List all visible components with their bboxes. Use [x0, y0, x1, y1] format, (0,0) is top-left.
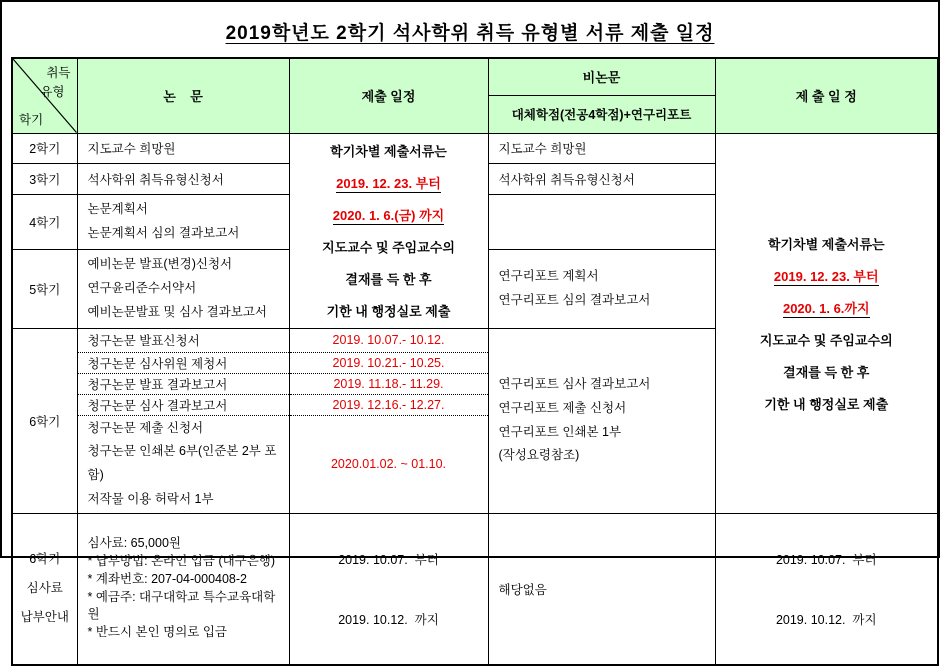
doc-line: 연구리포트 인쇄본 1부 — [498, 424, 622, 439]
header-non-thesis-sub: 대체학점(전공4학점)+연구리포트 — [488, 95, 715, 133]
semester-4-thesis-docs — [77, 194, 289, 249]
fee-schedule-right — [715, 513, 938, 665]
semester-6-doc-1: 청구논문 발표신청서 — [77, 328, 289, 352]
semester-6-doc-3: 청구논문 발표 결과보고서 — [77, 373, 289, 394]
schedule-date-to: 2020. 1. 6.(금) 까지 — [332, 208, 445, 223]
fee-detail-line: * 계좌번호: 207-04-000408-2 — [87, 571, 247, 586]
schedule-date-from: 2019. 12. 23. 부터 — [336, 176, 441, 191]
semester-6-label: 6학기 — [12, 328, 77, 513]
corner-label-type-line2: 유형 — [40, 84, 65, 99]
semester-4-label: 4학기 — [12, 194, 77, 249]
semester-3-nonthesis-doc: 석사학위 취득유형신청서 — [488, 164, 715, 195]
schedule-note-3: 기한 내 행정실로 제출 — [326, 304, 451, 319]
doc-line: (작성요령참조) — [498, 448, 580, 463]
fee-detail-line: 심사료: 65,000원 — [87, 536, 181, 551]
semester-6-final-date: 2020.01.02. ~ 01.10. — [289, 415, 488, 513]
semester-4-nonthesis-doc — [488, 194, 715, 249]
semester-5-nonthesis-docs — [488, 249, 715, 328]
semester-6-date-4: 2019. 12.16.- 12.27. — [289, 394, 488, 415]
corner-header-cell — [12, 58, 77, 133]
header-schedule-left: 제출 일정 — [289, 58, 488, 133]
semester-6-date-3: 2019. 11.18.- 11.29. — [289, 373, 488, 394]
schedule-right-note-1: 지도교수 및 주임교수의 — [759, 332, 893, 348]
schedule-thesis-merged-cell — [289, 133, 488, 328]
fee-label — [12, 513, 77, 665]
doc-line: 예비논문발표 및 심사 결과보고서 — [87, 304, 267, 319]
doc-line: 청구논문 인쇄본 6부(인준본 2부 포함) — [87, 444, 277, 482]
submission-schedule-table — [11, 57, 939, 666]
semester-5-label: 5학기 — [12, 249, 77, 328]
schedule-right-note-2: 결재를 득 한 후 — [783, 364, 870, 380]
fee-detail-line: * 납부방법: 온라인 입금 (대구은행) — [87, 554, 276, 568]
fee-schedule-line: 2019. 10.12. 까지 — [338, 612, 439, 627]
semester-6-final-docs — [77, 415, 289, 513]
semester-3-thesis-doc: 석사학위 취득유형신청서 — [77, 164, 289, 195]
fee-label-line: 납부안내 — [20, 609, 69, 624]
doc-line: 연구윤리준수서약서 — [87, 280, 197, 295]
fee-schedule-left — [289, 513, 488, 665]
fee-label-line: 6학기 — [29, 552, 61, 567]
semester-2-nonthesis-doc: 지도교수 희망원 — [488, 133, 715, 164]
page-title: 2019학년도 2학기 석사학위 취득 유형별 서류 제출 일정 — [225, 23, 715, 44]
doc-line: 연구리포트 제출 신청서 — [498, 400, 627, 415]
doc-line: 논문계획서 — [87, 202, 148, 217]
header-non-thesis: 비논문 — [488, 58, 715, 95]
semester-6-doc-4: 청구논문 심사 결과보고서 — [77, 394, 289, 415]
header-thesis: 논 문 — [77, 58, 289, 133]
row-fee-info — [12, 513, 938, 665]
doc-line: 청구논문 제출 신청서 — [87, 420, 204, 435]
schedule-right-date-from: 2019. 12. 23. 부터 — [773, 268, 879, 284]
doc-line: 연구리포트 심사 결과보고서 — [498, 377, 651, 391]
doc-line: 연구리포트 계획서 — [498, 268, 599, 283]
schedule-right-intro: 학기차별 제출서류는 — [767, 236, 885, 252]
doc-line: 논문계획서 심의 결과보고서 — [87, 225, 240, 240]
semester-2-label: 2학기 — [12, 133, 77, 164]
doc-line: 연구리포트 심의 결과보고서 — [498, 292, 651, 307]
fee-label-line: 심사료 — [26, 581, 63, 596]
semester-6-doc-2: 청구논문 심사위원 제청서 — [77, 352, 289, 373]
header-schedule-right: 제 출 일 정 — [715, 58, 938, 133]
schedule-nonthesis-lines — [720, 227, 934, 419]
corner-label-type — [40, 64, 70, 102]
schedule-nonthesis-merged-cell — [715, 133, 938, 513]
schedule-intro: 학기차별 제출서류는 — [330, 144, 447, 159]
schedule-note-1: 지도교수 및 주임교수의 — [322, 240, 455, 255]
fee-nonthesis: 해당없음 — [488, 513, 715, 665]
semester-6-nonthesis-docs — [488, 328, 715, 513]
semester-3-label: 3학기 — [12, 164, 77, 195]
schedule-right-date-to: 2020. 1. 6.까지 — [782, 300, 870, 316]
row-semester-2 — [12, 133, 938, 164]
corner-label-type-line1: 취득 — [46, 66, 71, 80]
schedule-thesis-lines — [294, 135, 484, 327]
semester-6-date-1: 2019. 10.07.- 10.12. — [289, 328, 488, 352]
semester-2-thesis-doc: 지도교수 희망원 — [77, 133, 289, 164]
doc-line: 저작물 이용 허락서 1부 — [87, 491, 214, 506]
doc-line: 예비논문 발표(변경)신청서 — [87, 257, 233, 272]
fee-detail-line: * 예금주: 대구대학교 특수교육대학원 — [87, 589, 276, 622]
schedule-right-note-3: 기한 내 행정실로 제출 — [764, 396, 889, 412]
fee-schedule-line: 2019. 10.07. 부터 — [775, 552, 877, 567]
fee-schedule-line: 2019. 10.07. 부터 — [338, 552, 439, 567]
fee-schedule-line: 2019. 10.12. 까지 — [775, 612, 877, 627]
schedule-note-2: 결재를 득 한 후 — [345, 272, 432, 287]
semester-6-date-2: 2019. 10.21.- 10.25. — [289, 352, 488, 373]
fee-detail-line: * 반드시 본인 명의로 입금 — [87, 625, 228, 639]
header-row-1 — [12, 58, 938, 95]
fee-details — [77, 513, 289, 665]
corner-label-semester: 학기 — [19, 112, 44, 127]
semester-5-thesis-docs — [77, 249, 289, 328]
